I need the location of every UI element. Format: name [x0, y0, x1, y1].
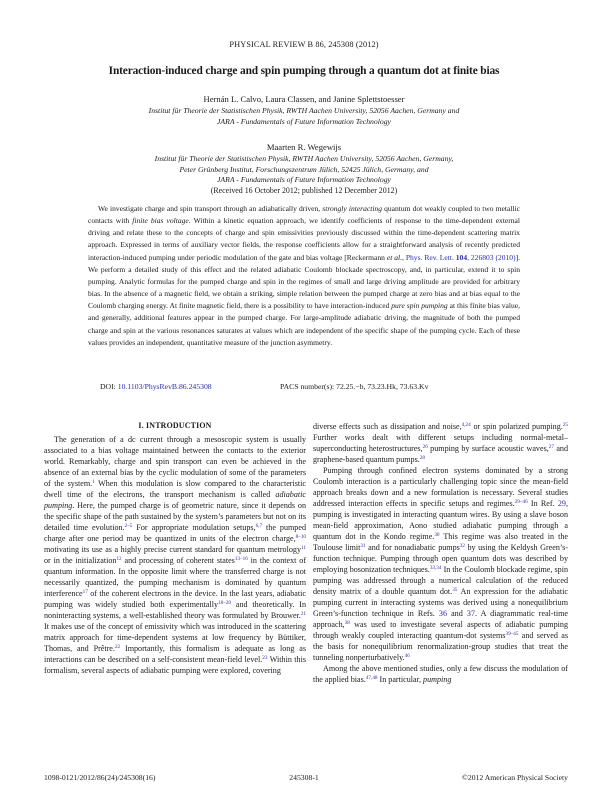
affiliation-line: Institut für Theorie der Statistischen Physik, RWTH Aachen University, 52056 Aachen, Germany and — [148, 106, 460, 115]
reference-link[interactable]: 36 — [438, 609, 447, 619]
citation[interactable]: 2–5 — [124, 522, 133, 529]
paragraph: diverse effects such as dissipation and noise,$^{4,24}$ or spin polarized pumping.$^{25}$ Further works dealt with different setups including normal-metal–superconducting heterostructures,$^{26}$ pumping by surface acoustic waves,$^{27}$ and graphene-based quantum pumps.$^{28}$ — [313, 421, 569, 465]
left-column — [44, 434, 306, 676]
paragraph: Among the above mentioned studies, only a few discuss the modulation of the applied bias.$^{47,48}$ In particular, pumping — [313, 664, 568, 685]
citation[interactable]: 23 — [262, 655, 268, 662]
reference-link[interactable]: Phys. Rev. Lett. 104, 226803 (2010) — [405, 252, 516, 262]
citation[interactable]: 17 — [82, 589, 88, 596]
citation[interactable]: 26 — [422, 443, 428, 450]
citation[interactable]: 25 — [562, 421, 568, 428]
reference-link[interactable]: 37 — [466, 609, 475, 619]
affiliation-line: Institut für Theorie der Statistischen Physik, RWTH Aachen University, 52056 Aachen, Germany, — [154, 154, 454, 163]
citation[interactable]: 47,48 — [365, 675, 378, 682]
doi-link[interactable]: 10.1103/PhysRevB.86.245308 — [117, 382, 212, 391]
citation[interactable]: 38 — [344, 620, 350, 627]
citation[interactable]: 28 — [419, 454, 425, 461]
citation[interactable]: 12 — [116, 555, 122, 562]
footer-page-number: 245308-1 — [289, 773, 319, 782]
citation[interactable]: 11 — [301, 544, 306, 551]
citation[interactable]: 22 — [114, 644, 121, 651]
citation[interactable]: 46 — [404, 653, 410, 660]
affiliation-line: JARA - Fundamentals of Future Information Technology — [217, 116, 391, 126]
citation[interactable]: 8–10 — [295, 533, 306, 540]
citation[interactable]: 31 — [360, 542, 366, 549]
abstract-text: We investigate charge and spin transport through an adiabatically driven, strongly interacting quantum dot weakly coupled to two metallic contacts with finite bias voltage. Within a kinetic equation approach, we identify coefficients of response to the time-dependent external driving and relate these to the concepts of charge and spin emissivities previously discussed within the time-dependent scattering matrix approach. Expressed in terms of auxiliary vector fields, the response coefficients allow for a straightforward analysis of recently predicted interaction-induced pumping under periodic modulation of the gate and bias voltage [Reckermann et al., Phys. Rev. Lett. 104, 226803 (2010)]. We perform a detailed study of this effect and the related adiabatic Coulomb blockade spectroscopy, and, in particular, extend it to spin pumping. Analytic formulas for the pumped charge and spin in the regimes of small and large driving amplitude are provided for arbitrary bias. In the absence of a magnetic field, we obtain a striking, simple relation between the pumped charge at zero bias and at bias equal to the Coulomb charging energy. At finite magnetic field, there is a possibility to have interaction-induced pure spin pumping at this finite bias value, and generally, additional features appear in the pumped charge. For large-amplitude adiabatic driving, the magnitude of both the pumped charge and spin at the various resonances saturates at values which are independent of the specific shape of the pumping cycle. Each of these values provides an independent, quantitative measure of the junction asymmetry. — [88, 204, 521, 347]
citation[interactable]: 29–46 — [514, 498, 528, 505]
citation[interactable]: 21 — [300, 611, 306, 618]
footer-copyright: ©2012 American Physical Society — [462, 773, 568, 782]
footer-issn: 1098-0121/2012/86(24)/245308(16) — [44, 773, 156, 782]
affiliation-block-1 — [0, 106, 608, 127]
paragraph: The generation of a dc current through a mesoscopic system is usually associated to a bias voltage maintained between the contacts to the exterior world. Remarkably, charge and spin transport can even be achieved in the absence of an external bias by the cyclic modulation of some of the parameters of the system.$^1$ When this modulation is slow compared to the characteristic dwell time of the electrons, the transport mechanism is called adiabatic pumping. Here, the pumped charge is of geometric nature, since it depends on the specific shape of the path sustained by the system’s parameters but not on its detailed time evolution.$^{2-5}$ For appropriate modulation setups,$^{6,7}$ the pumped charge after one period may be quantized in units of the electron charge,$^{8-10}$ motivating its use as a highly precise current standard for quantum metrology$^{11}$ or in the initialization$^{12}$ and processing of coherent states$^{13-16}$ in the context of quantum information. In the opposite limit where the transferred charge is not necessarily quantized, the pumping mechanism is dominated by quantum interference$^{17}$ of the coherent electrons in the device. In the last years, adiabatic pumping was widely studied both experimentally$^{18-20}$ and theoretically. In noninteracting systems, a well-established theory was formulated by Brouwer.$^{21}$ It makes use of the concept of emissivity which was introduced in the scattering matrix approach for time-dependent systems at low frequency by Büttiker, Thomas, and Prêtre.$^{22}$ Importantly, this formalism is adequate as long as interactions can be described on a self-consistent mean-field level.$^{23}$ Within this formalism, several aspects of adiabatic pumping were explored, covering — [44, 435, 307, 676]
citation[interactable]: 33,34 — [429, 565, 442, 572]
citation[interactable]: 30 — [434, 531, 440, 538]
received-dates: (Received 16 October 2012; published 12 December 2012) — [210, 186, 398, 195]
paper-title: Interaction-induced charge and spin pumping through a quantum dot at finite bias — [108, 65, 500, 77]
citation[interactable]: 6,7 — [255, 522, 263, 529]
affiliation-line: Peter Grünberg Institut, Forschungszentrum Jülich, 52425 Jülich, Germany, and — [179, 164, 429, 174]
journal-header: PHYSICAL REVIEW B 86, 245308 (2012) — [229, 40, 379, 49]
affiliation-line: JARA - Fundamentals of Future Information Technology — [217, 175, 391, 184]
author-list-2: Maarten R. Wegewijs — [266, 142, 342, 152]
right-column — [313, 421, 568, 685]
citation[interactable]: 32 — [459, 542, 465, 549]
reference-link[interactable]: 29 — [557, 499, 566, 509]
affiliation-block-2 — [0, 154, 608, 186]
citation[interactable]: 18–20 — [218, 600, 232, 607]
doi-line: DOI: 10.1103/PhysRevB.86.245308 — [100, 382, 212, 391]
citation[interactable]: 27 — [548, 443, 554, 450]
author-list-1: Hernán L. Calvo, Laura Classen, and Janine Splettstoesser — [203, 94, 405, 104]
citation[interactable]: 13–16 — [234, 555, 248, 562]
abstract — [88, 203, 520, 349]
paragraph: Pumping through confined electron systems dominated by a strong Coulomb interaction is a particularly challenging topic since the mean-field approach breaks down and a new formulation is necessary. Several studies addressed interaction effects in specific setups and regimes.$^{29-46}$ In Ref. 29, pumping is investigated in interacting quantum wires. By using a slave boson mean-field approximation, Aono studied adiabatic pumping through a quantum dot in the Kondo regime.$^{30}$ This regime was also treated in the Toulouse limit$^{31}$ and for nonadiabatic pumps$^{32}$ by using the Keldysh Green’s-function technique. Pumping through open quantum dots was described by employing bosonization techniques.$^{33,34}$ In the Coulomb blockade regime, spin pumping was addressed through a numerical calculation of the reduced density matrix of a double quantum dot.$^{35}$ An expression for the adiabatic pumping current in interacting systems was derived using a nonequilibrium Green’s-function technique in Refs. 36 and 37. A diagrammatic real-time approach,$^{38}$ was used to investigate several aspects of adiabatic pumping through weakly coupled interacting quantum-dot systems$^{39-45}$ and served as the basis for nonequilibrium renormalization-group studies that treat the tunneling nonperturbatively.$^{46}$ — [313, 466, 569, 663]
pacs-numbers: PACS number(s): 72.25.−b, 73.23.Hk, 73.63.Kv — [280, 382, 429, 391]
citation[interactable]: 1 — [92, 478, 95, 485]
citation[interactable]: 4,24 — [461, 421, 471, 428]
citation[interactable]: 39–45 — [505, 631, 519, 638]
section-heading: I. INTRODUCTION — [138, 421, 212, 430]
citation[interactable]: 35 — [452, 587, 458, 594]
